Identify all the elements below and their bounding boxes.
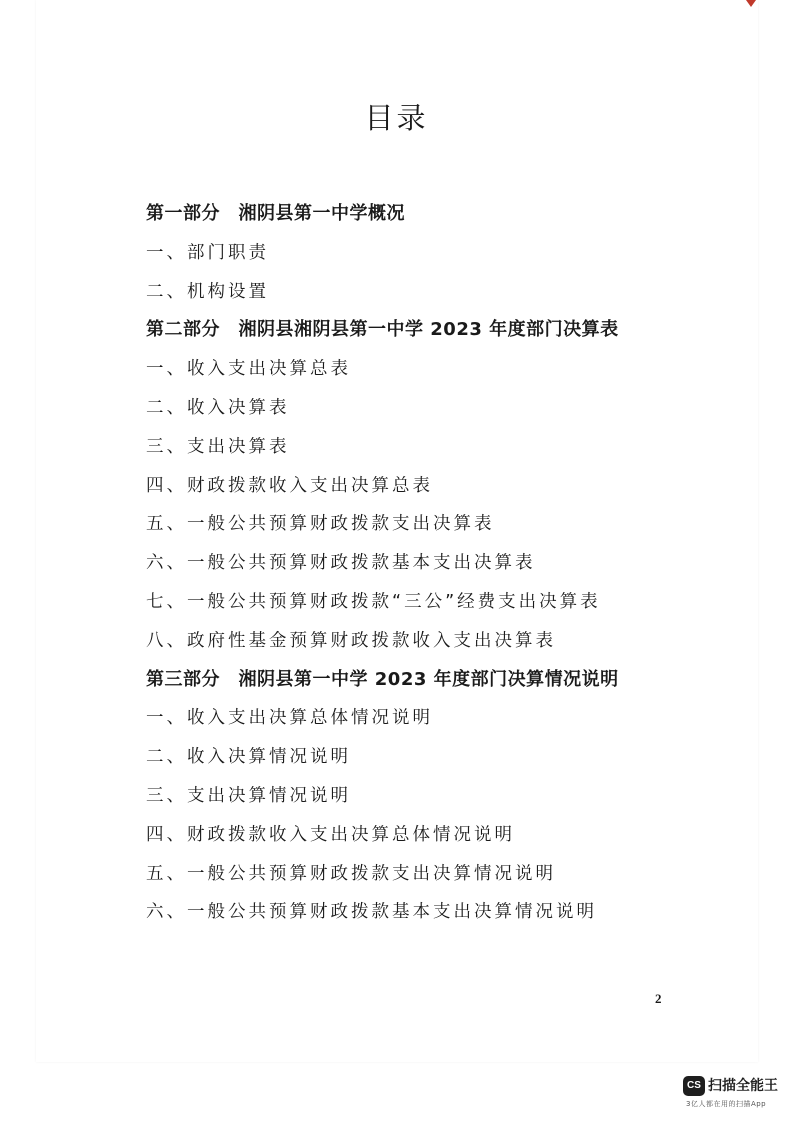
toc-item: 三、支出决算表 — [146, 436, 290, 457]
toc-item: 二、机构设置 — [146, 281, 269, 302]
toc-item: 二、收入决算表 — [146, 397, 290, 418]
corner-mark-icon — [745, 0, 757, 8]
camscanner-logo-icon: CS — [683, 1076, 705, 1096]
page-title: 目录 — [364, 101, 429, 135]
watermark-app-name: 扫描全能王 — [708, 1078, 778, 1094]
toc-item: 一、收入支出决算总表 — [146, 359, 351, 380]
toc-part: 第一部分 湘阴县第一中学概况 — [146, 203, 405, 224]
scanner-watermark — [683, 1073, 783, 1113]
toc-item: 六、一般公共预算财政拨款基本支出决算情况说明 — [146, 902, 597, 923]
watermark-tagline: 3亿人都在用的扫描App — [686, 1100, 767, 1108]
toc-item: 五、一般公共预算财政拨款支出决算情况说明 — [146, 863, 556, 884]
toc-item: 四、财政拨款收入支出决算总表 — [146, 475, 433, 496]
toc-item: 八、政府性基金预算财政拨款收入支出决算表 — [146, 630, 556, 651]
toc-item: 一、收入支出决算总体情况说明 — [146, 708, 433, 729]
toc-item: 三、支出决算情况说明 — [146, 785, 351, 806]
toc-item: 四、财政拨款收入支出决算总体情况说明 — [146, 824, 515, 845]
table-of-contents — [146, 195, 666, 932]
toc-item: 七、一般公共预算财政拨款“三公”经费支出决算表 — [146, 591, 601, 612]
toc-item: 二、收入决算情况说明 — [146, 747, 351, 768]
toc-part: 第二部分 湘阴县湘阴县第一中学 2023 年度部门决算表 — [146, 319, 619, 341]
toc-item: 六、一般公共预算财政拨款基本支出决算表 — [146, 553, 536, 574]
toc-part: 第三部分 湘阴县第一中学 2023 年度部门决算情况说明 — [146, 668, 619, 690]
page-number: 2 — [655, 991, 662, 1006]
toc-item: 五、一般公共预算财政拨款支出决算表 — [146, 514, 495, 535]
toc-item: 一、部门职责 — [146, 242, 269, 263]
